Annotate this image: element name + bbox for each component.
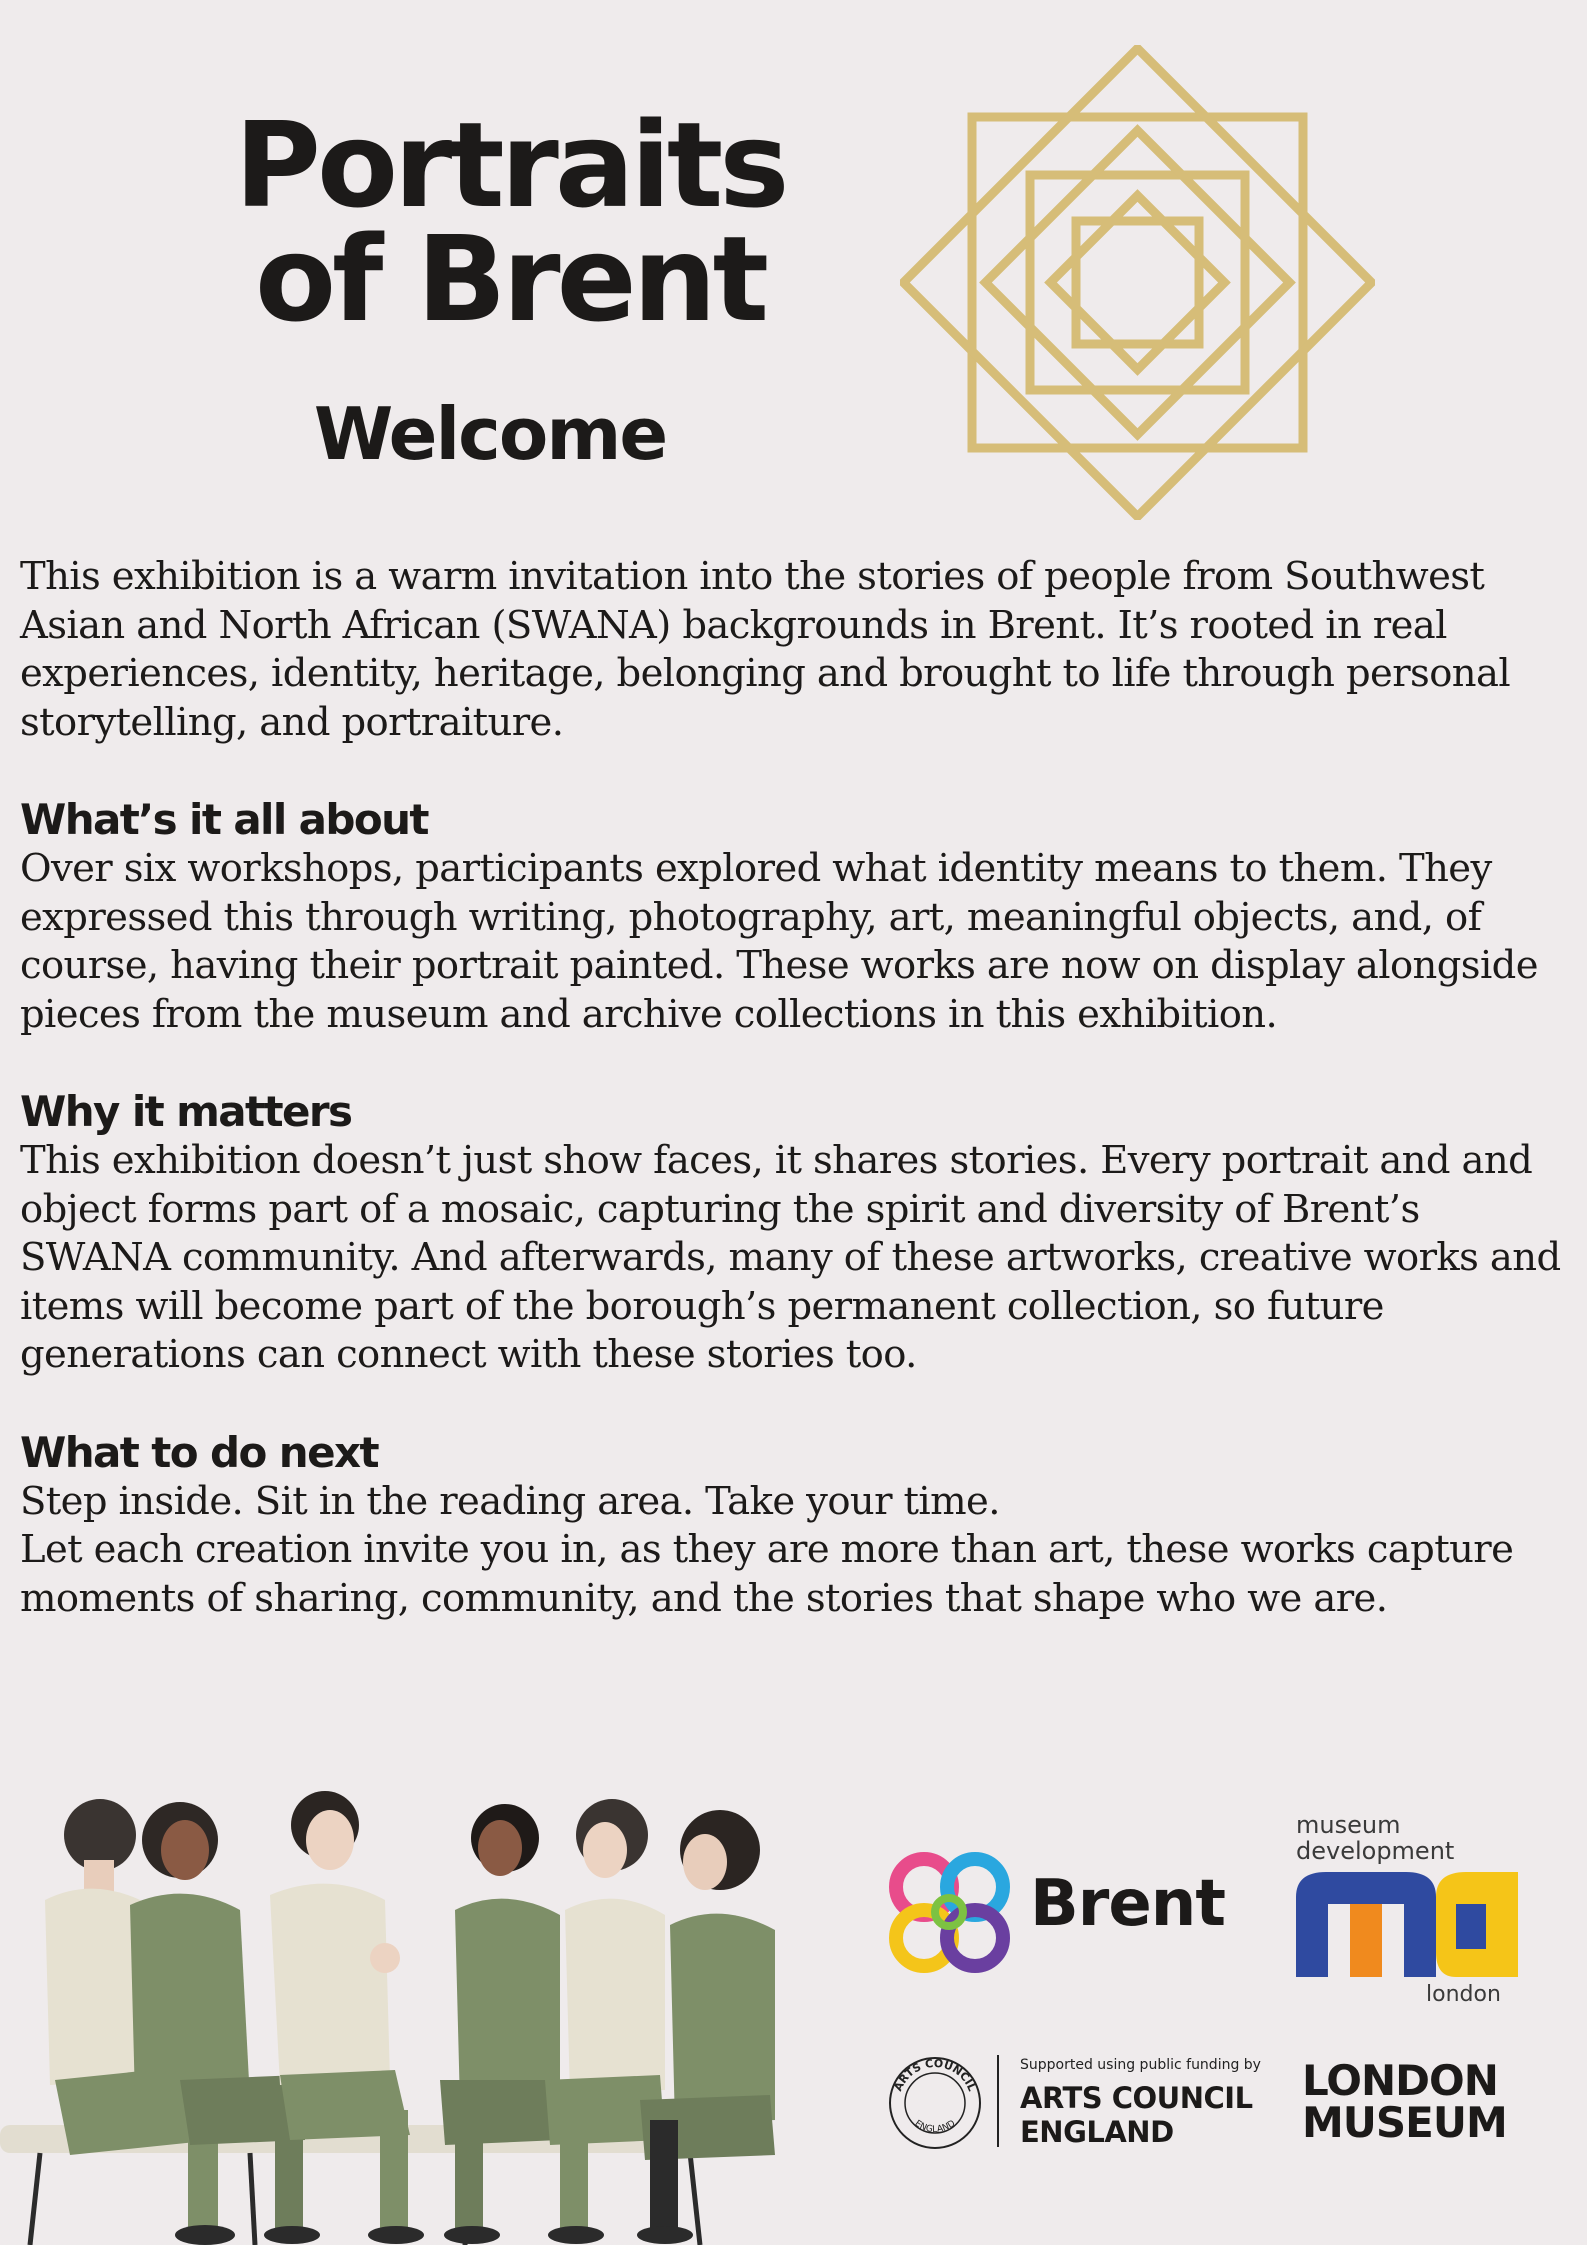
mdl-md-mark <box>1296 1872 1521 1977</box>
section-body-matters: This exhibition doesn’t just show faces, it shares stories. Every portrait and and object forms part of a mosaic, capturing the spirit and diversity of Brent’s SWANA community. And afterwards, many of these artworks, creative works and items will become part of the borough’s permanent collection, so future generations can connect with these stories too. <box>20 1138 1561 1377</box>
svg-text:ENGLAND: ENGLAND <box>912 2118 958 2135</box>
mdl-caption <box>1296 1812 1476 1864</box>
main-content <box>20 553 1570 1623</box>
ace-supported-text: Supported using public funding by <box>1020 2057 1261 2073</box>
ace-name-line-1: ARTS COUNCIL <box>1020 2081 1253 2115</box>
museum-development-london-logo <box>1296 1812 1521 2012</box>
svg-text:ARTS COUNCIL: ARTS COUNCIL <box>891 2056 979 2094</box>
london-museum-logo <box>1302 2056 1507 2147</box>
welcome-heading: Welcome <box>313 392 667 476</box>
title-line-1: Portraits <box>234 96 786 234</box>
geometric-star-icon <box>900 45 1375 520</box>
people-illustration <box>0 1780 790 2245</box>
mdl-line-1: museum <box>1296 1811 1401 1839</box>
section-heading-next: What to do next <box>20 1427 378 1477</box>
page-title <box>200 96 820 348</box>
section-heading-matters: Why it matters <box>20 1087 352 1136</box>
ace-name <box>1020 2081 1270 2149</box>
ace-name-line-2: ENGLAND <box>1020 2115 1174 2149</box>
section-heading-about: What’s it all about <box>20 795 428 844</box>
section-body-about: Over six workshops, participants explored what identity means to them. They expressed this through writing, photography, art, meaningful objects, and, of course, having their portrait painted. These works are now on display alongside pieces from the museum and archive collections in this exhibition. <box>20 846 1538 1037</box>
brent-logo <box>882 1845 1242 1980</box>
lm-line-2: MUSEUM <box>1302 2098 1507 2147</box>
section-body-next-line2: Let each creation invite you in, as they are more than art, these works capture moments of sharing, community, and the stories that shape who we are. <box>20 1527 1514 1621</box>
lm-line-1: LONDON <box>1302 2056 1498 2105</box>
brent-wordmark: Brent <box>1030 1867 1225 1941</box>
brent-knot-icon <box>882 1845 1017 1980</box>
arts-council-england-logo <box>885 2045 1265 2165</box>
section-body-next-line1: Step inside. Sit in the reading area. Take your time. <box>20 1478 1000 1524</box>
mdl-london: london <box>1426 1982 1501 2007</box>
arts-council-seal-icon <box>885 2053 985 2153</box>
title-line-2: of Brent <box>254 210 766 348</box>
intro-paragraph: This exhibition is a warm invitation into the stories of people from Southwest Asian and North African (SWANA) backgrounds in Brent. It’s rooted in real experiences, identity, heritage, belonging and brought to life through personal storytelling, and portraiture. <box>20 554 1511 745</box>
ace-divider <box>997 2055 999 2147</box>
mdl-line-2: development <box>1296 1837 1455 1865</box>
